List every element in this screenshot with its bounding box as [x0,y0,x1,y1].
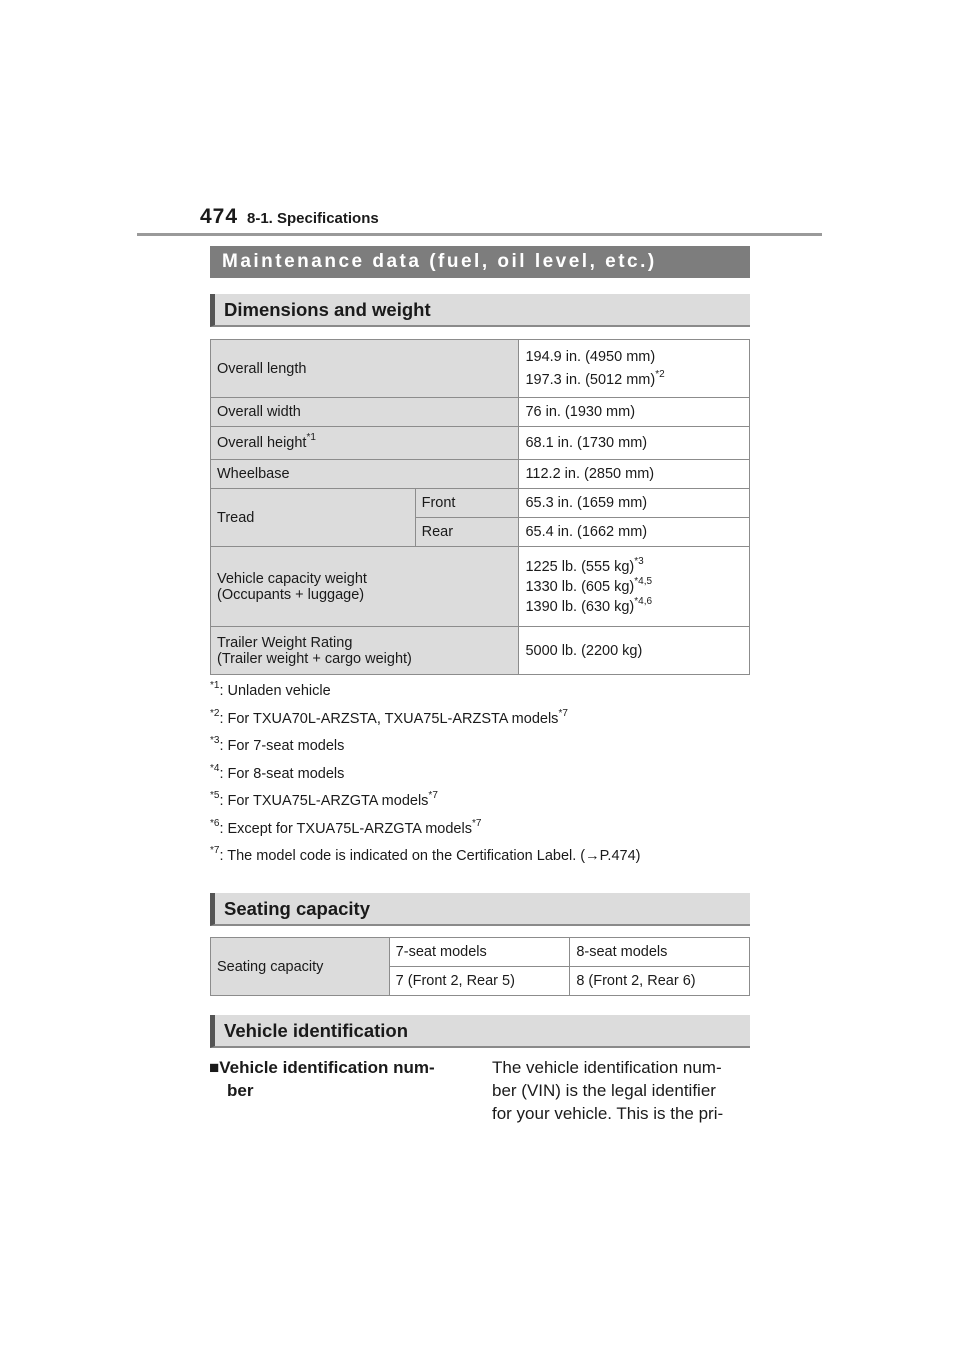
page-number: 474 [200,205,239,228]
vin-description: The vehicle identification num- ber (VIN) is the legal identifier for your vehicle. This is the pri- [492,1058,724,1123]
header-divider [137,233,822,236]
dimensions-heading: Dimensions and weight [210,294,750,327]
trailer-rating-value: 5000 lb. (2200 kg) [519,627,750,675]
footnote-ref: *4,5 [634,575,653,587]
footnote-ref: *1 [306,432,316,444]
table-row [211,938,750,967]
tread-front-value: 65.3 in. (1659 mm) [519,489,750,518]
footnote-4: $^{*4}$: For 8-seat models [210,762,345,782]
footnote-6: $^{*6}$: Except for TXUA75L-ARZGTA models$^{*7}$ [210,817,482,837]
overall-length-value [519,340,750,398]
footnote-2: $^{*2}$: For TXUA70L-ARZSTA, TXUA75L-ARZSTA models$^{*7}$ [210,707,568,727]
seating-table [210,937,750,996]
footnote-5: $^{*5}$: For TXUA75L-ARZGTA models$^{*7}$ [210,790,438,809]
seating-8-value: 8 (Front 2, Rear 6) [570,967,750,996]
overall-height-label: Overall height$^{*1}$ [211,427,519,460]
overall-width-value: 76 in. (1930 mm) [519,398,750,427]
vehicle-id-heading: Vehicle identification [210,1015,750,1048]
table-row [211,489,750,518]
capacity-weight-label: Vehicle capacity weight (Occupants + luggage) [211,547,519,627]
table-row [211,427,750,460]
table-row [211,627,750,675]
footnotes [210,680,641,876]
overall-width-label: Overall width [211,398,519,427]
overall-length-value-2: 197.3 in. (5012 mm)$^{*2}$ [525,369,665,388]
seating-7-header: 7-seat models [389,938,570,967]
trailer-rating-label: Trailer Weight Rating (Trailer weight + cargo weight) [211,627,519,675]
footnote-ref: *2 [655,369,665,381]
table-row [211,398,750,427]
tread-label: Tread [211,489,416,547]
tread-front-label: Front [415,489,519,518]
section-title: 8-1. Specifications [247,210,379,227]
overall-height-value: 68.1 in. (1730 mm) [519,427,750,460]
capacity-weight-value: 1225 lb. (555 kg)$^{*3}$ 1330 lb. (605 kg)$^{*4,5}$ 1390 lb. (630 kg)$^{*4,6}$ [519,547,750,627]
seating-8-header: 8-seat models [570,938,750,967]
page-title: Maintenance data (fuel, oil level, etc.) [210,246,750,278]
table-row [211,547,750,627]
bullet-icon: ■ [209,1058,220,1077]
wheelbase-value: 112.2 in. (2850 mm) [519,460,750,489]
tread-rear-label: Rear [415,518,519,547]
footnote-ref: *4,6 [634,595,653,607]
overall-length-label: Overall length [211,340,519,398]
table-row [211,340,750,398]
wheelbase-label: Wheelbase [211,460,519,489]
seating-heading: Seating capacity [210,893,750,926]
footnote-1: $^{*1}$: Unladen vehicle [210,680,331,699]
seating-7-value: 7 (Front 2, Rear 5) [389,967,570,996]
vin-subheading: ■Vehicle identification num- ber [209,1058,435,1100]
footnote-3: $^{*3}$: For 7-seat models [210,735,345,754]
seating-row-label: Seating capacity [211,938,390,996]
dimensions-table [210,339,750,675]
footnote-ref: *3 [634,555,644,567]
overall-length-value-1: 194.9 in. (4950 mm) [525,349,656,365]
table-row [211,460,750,489]
footnote-7: $^{*7}$: The model code is indicated on the Certification Label. (→P.474) [210,845,641,864]
tread-rear-value: 65.4 in. (1662 mm) [519,518,750,547]
